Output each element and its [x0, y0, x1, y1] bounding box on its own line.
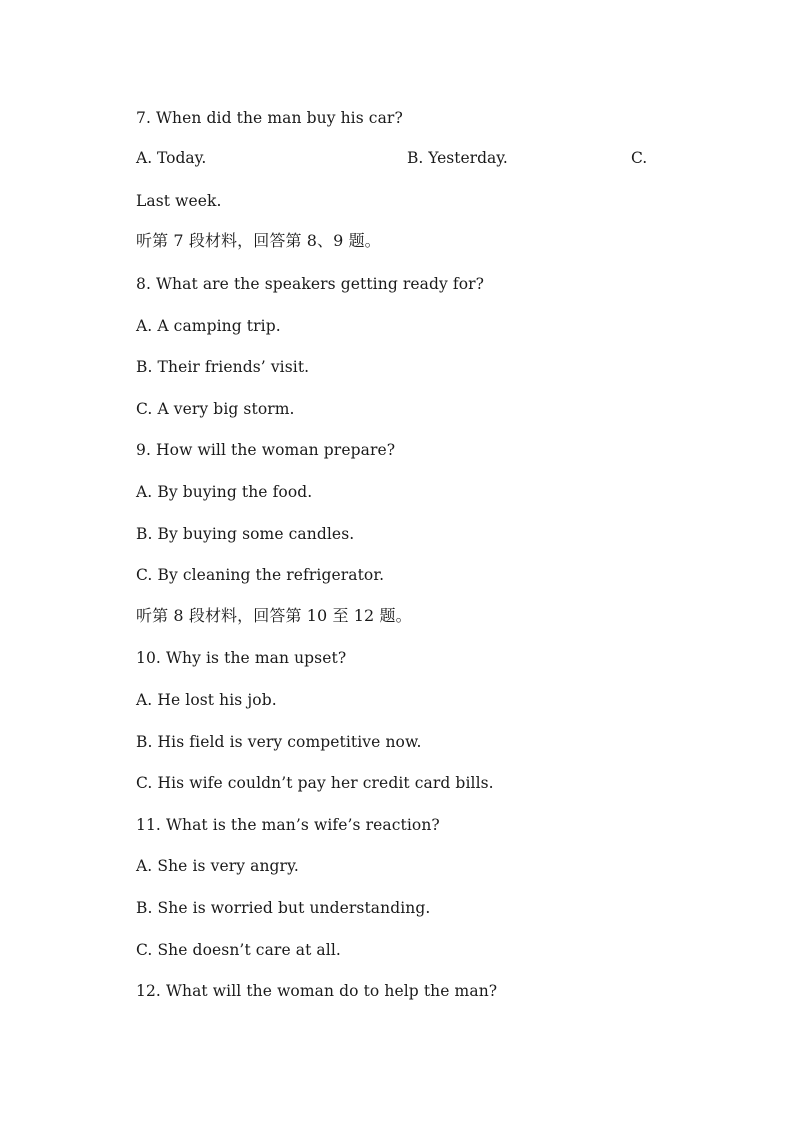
question-10-option-a: A. He lost his job. — [136, 691, 277, 709]
question-8: 8. What are the speakers getting ready for? — [136, 275, 485, 293]
question-10-option-c: C. His wife couldn’t pay her credit card bills. — [136, 774, 494, 792]
question-9: 9. How will the woman prepare? — [136, 441, 396, 459]
question-10: 10. Why is the man upset? — [136, 649, 347, 667]
question-9-option-b: B. By buying some candles. — [136, 525, 355, 543]
question-9-option-c: C. By cleaning the refrigerator. — [136, 566, 385, 584]
section-8-instruction: 听第 8 段材料，回答第 10 至 12 题。 — [136, 606, 412, 625]
question-11-option-b: B. She is worried but understanding. — [136, 899, 431, 917]
question-11-option-c: C. She doesn’t care at all. — [136, 941, 341, 959]
question-12: 12. What will the woman do to help the man? — [136, 982, 498, 1000]
question-8-option-c: C. A very big storm. — [136, 400, 295, 418]
question-7: 7. When did the man buy his car? — [136, 109, 403, 127]
question-7-option-c-letter: C. — [631, 149, 648, 167]
question-7-option-c-text: Last week. — [136, 192, 222, 210]
question-7-option-b: B. Yesterday. — [407, 149, 508, 167]
question-10-option-b: B. His field is very competitive now. — [136, 733, 422, 751]
question-7-options-row — [136, 148, 656, 168]
section-7-instruction: 听第 7 段材料，回答第 8、9 题。 — [136, 231, 381, 250]
question-8-option-b: B. Their friends’ visit. — [136, 358, 310, 376]
question-11-option-a: A. She is very angry. — [136, 857, 299, 875]
question-7-option-a: A. Today. — [136, 149, 207, 167]
question-9-option-a: A. By buying the food. — [136, 483, 313, 501]
question-8-option-a: A. A camping trip. — [136, 317, 281, 335]
question-11: 11. What is the man’s wife’s reaction? — [136, 816, 440, 834]
